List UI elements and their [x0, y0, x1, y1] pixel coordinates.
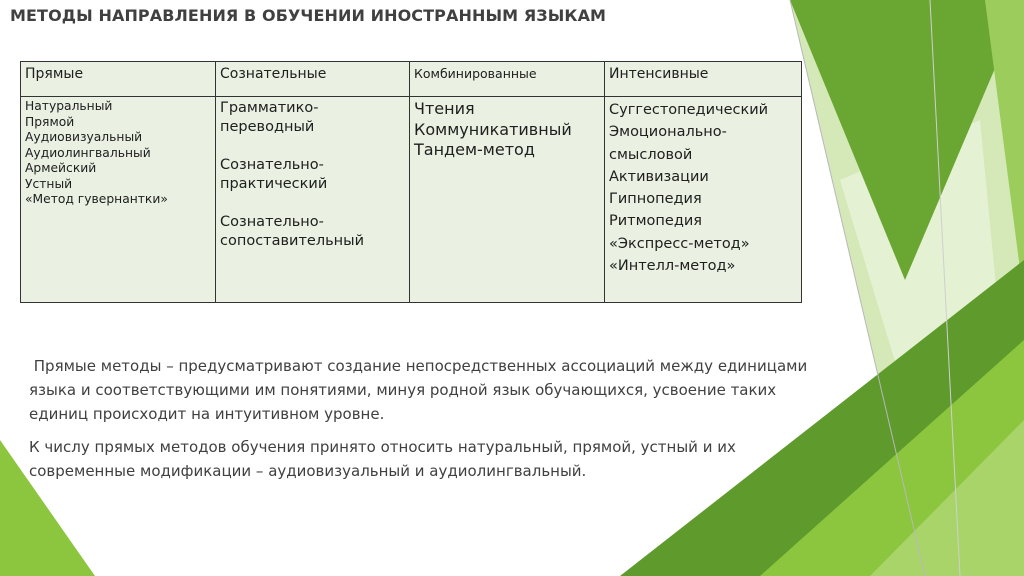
list-item: Активизации [609, 168, 709, 185]
header-combined: Комбинированные [410, 62, 605, 97]
list-item: Аудиовизуальный [25, 130, 143, 144]
list-item: Аудиолингвальный [25, 145, 151, 160]
list-item: Эмоционально- [609, 124, 727, 141]
header-conscious: Сознательные [216, 62, 410, 97]
paragraph-direct-methods-definition: Прямые методы – предусматривают создание непосредственных ассоциаций между единицами языка и соответствующими им понятиями, минуя родной язык обучающихся, усвоение таких единиц происходит на интуитивном уровне. [29, 357, 812, 423]
list-item: Сознательно- [220, 214, 324, 230]
cell-direct-methods [21, 97, 216, 303]
list-item: Тандем-метод [414, 140, 535, 159]
slide-title: МЕТОДЫ НАПРАВЛЕНИЯ В ОБУЧЕНИИ ИНОСТРАННЫМ ЯЗЫКАМ [10, 6, 607, 25]
list-item: Армейский [25, 161, 97, 175]
cell-conscious-methods [216, 97, 410, 303]
list-item: смысловой [609, 146, 693, 163]
table-header-row [21, 62, 802, 97]
list-item: Устный [25, 176, 73, 191]
list-item: Коммуникативный [414, 119, 572, 139]
list-item: Грамматико- [220, 100, 319, 116]
list-item: Прямой [25, 114, 75, 129]
table-row [21, 97, 802, 303]
header-intensive: Интенсивные [605, 62, 802, 97]
methods-table [20, 61, 802, 303]
list-item: Суггестопедический [609, 102, 769, 118]
cell-combined-methods [410, 97, 605, 303]
list-item: сопоставительный [220, 233, 365, 249]
list-item: практический [220, 176, 328, 192]
header-direct: Прямые [21, 62, 216, 97]
spacer [220, 137, 405, 156]
list-item: Чтения [414, 99, 475, 118]
list-item: «Интелл-метод» [609, 258, 736, 275]
list-item: Сознательно- [220, 157, 324, 173]
paragraph-direct-methods-list: К числу прямых методов обучения принято относить натуральный, прямой, устный и их современные модификации – аудиовизуальный и аудиолингвальный. [29, 438, 736, 480]
list-item: «Метод гувернантки» [25, 192, 168, 206]
list-item: «Экспресс-метод» [609, 235, 750, 252]
spacer [220, 194, 405, 213]
list-item: Гипнопедия [609, 191, 702, 208]
list-item: Натуральный [25, 99, 113, 113]
list-item: переводный [220, 119, 315, 135]
list-item: Ритмопедия [609, 213, 702, 230]
cell-intensive-methods [605, 97, 802, 303]
